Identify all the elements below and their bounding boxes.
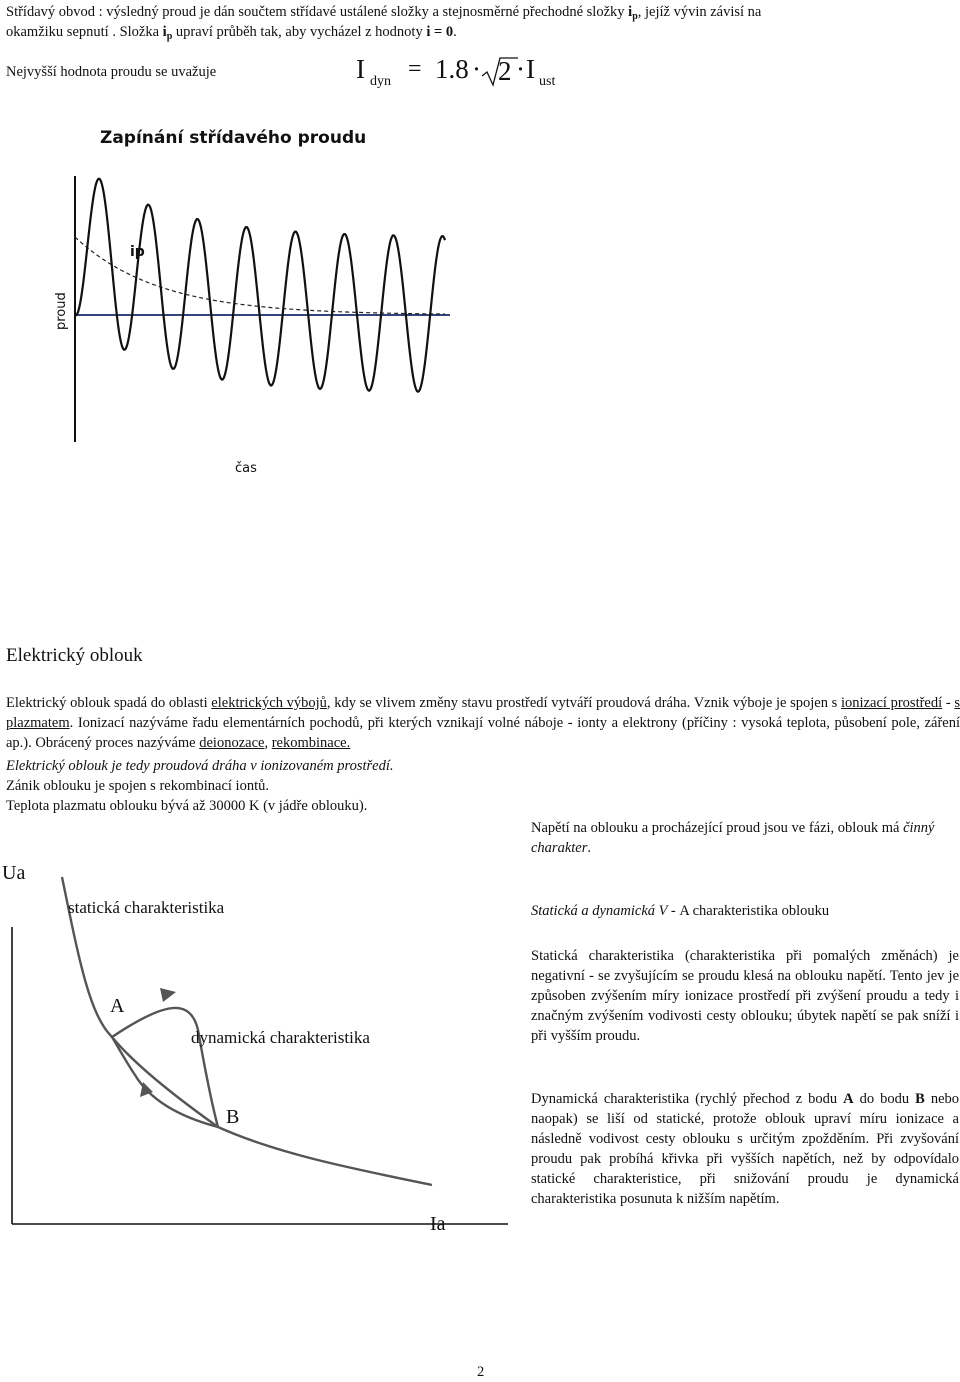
right-paragraph-1 [531, 818, 959, 858]
right-text: nebo naopak) se liší od statické, protože oblouk upraví míru ionizace a následně vodivost cesty oblouku s určitým zpožděním. Při zvyšování proudu pak probíhá křivka při vyšších napětích, než by odpovídalo statické charakteristice, při snižování proudu je dynamická charakteristika posunuta k nižším napětím. [531, 1091, 960, 1207]
fig1-plot [40, 160, 480, 490]
figure-caption [531, 901, 959, 921]
intro-text: , jejíž vývin závisí na [637, 4, 762, 20]
teplota-line: Teplota plazmatu oblouku bývá až 30000 K (v jádře oblouku). [6, 798, 368, 814]
dynamic-upper-branch [112, 1008, 218, 1127]
caption-text: A charakteristika oblouku [679, 903, 830, 919]
section-text: - [942, 695, 955, 711]
fig1-ylabel: proud [54, 292, 69, 330]
zanik-line: Zánik oblouku je spojen s rekombinací iontů. [6, 778, 269, 794]
formula-dot: · [472, 54, 481, 84]
formula-label: Nejvyšší hodnota proudu se uvažuje [6, 64, 217, 80]
fig1-current-wave [75, 179, 445, 392]
formula-I: I [526, 54, 535, 84]
ip-symbol: i [628, 4, 633, 20]
right-text: Dynamická charakteristika (rychlý přechod z bodu [531, 1091, 844, 1107]
fig1-xlabel: čas [235, 461, 257, 476]
point-a-label: A [110, 995, 125, 1017]
bold-point-b: B [915, 1091, 925, 1107]
i-equals-zero: i = 0 [426, 24, 454, 40]
static-label: statická charakteristika [68, 898, 225, 917]
formula-I: I [356, 54, 365, 84]
formula [356, 54, 576, 94]
section-text: , kdy se vlivem změny stavu prostředí vytváří proudová dráha. Vznik výboje je spojen s [326, 695, 842, 711]
ip-symbol: i [162, 24, 167, 40]
ip-subscript: p [166, 31, 173, 42]
formula-dyn: dyn [370, 74, 391, 89]
dynamic-label: dynamická charakteristika [191, 1028, 370, 1047]
italic-definition: Elektrický oblouk je tedy proudová dráha v ionizovaném prostředí. [6, 758, 394, 774]
fig2-xlabel: Ia [430, 1213, 446, 1235]
link-deionizace[interactable]: deionozace [199, 735, 265, 751]
section-text: Elektrický oblouk spadá do oblasti [6, 695, 212, 711]
bold-point-a: A [843, 1091, 854, 1107]
link-plazma[interactable]: s plazmatem [6, 695, 960, 731]
link-vyboje[interactable]: elektrických výbojů [211, 695, 327, 711]
point-b-label: B [226, 1106, 240, 1128]
link-ionizace[interactable]: ionizací prostředí [841, 695, 943, 711]
caption-italic: Statická a dynamická V - [531, 903, 680, 919]
italic-charakter: činný charakter [531, 820, 935, 856]
fig1-ip-label: ip [130, 244, 145, 260]
right-paragraph-2: Statická charakteristika (charakteristika při pomalých změnách) je negativní - se zvyšujícím se proudu klesá na oblouku napětí. Tento jev je způsoben zvýšením míry ionizace prostředí při zvýšení proudu a tedy i značným zvýšením vodivosti cesty oblouku; úbytek napětí se pak sníží i při vyšším proudu. [531, 948, 959, 1044]
section-paragraph [6, 693, 960, 753]
section-heading: Elektrický oblouk [6, 645, 143, 666]
intro-text: . [453, 24, 457, 40]
section-text: , [264, 735, 272, 751]
formula-eq: = [408, 56, 422, 82]
right-paragraph-3 [531, 1089, 959, 1209]
ip-subscript: p [632, 11, 638, 22]
page-number: 2 [477, 1364, 485, 1380]
intro-line-2 [6, 22, 956, 47]
formula-ust: ust [539, 74, 556, 89]
formula-dot: · [516, 54, 525, 84]
link-rekombinace[interactable]: rekombinace. [271, 735, 351, 751]
right-text: Napětí na oblouku a procházející proud jsou ve fázi, oblouk má [531, 820, 904, 836]
intro-text: upraví průběh tak, aby vycházel z hodnoty [172, 24, 427, 40]
intro-text: okamžiku sepnutí . Složka [6, 24, 163, 40]
formula-sqrt-arg: 2 [498, 56, 512, 86]
fig1-title: Zapínání střídavého proudu [100, 128, 367, 148]
arrow-up-icon [160, 988, 176, 1002]
right-text: do bodu [853, 1091, 916, 1107]
right-text: . [587, 840, 591, 856]
italic-line [6, 756, 394, 776]
section-text: . Ionizací nazýváme řadu elementárních pochodů, při kterých vznikají volné náboje - ionty a elektrony (příčiny : vysoká teplota, působení pole, záření ap.). Obrácený proces nazýváme [6, 715, 960, 751]
intro-text: Střídavý obvod : výsledný proud je dán součtem střídavé ustálené složky a stejnosměrné přechodné složky [6, 4, 629, 20]
formula-coef: 1.8 [435, 54, 469, 84]
fig2-ylabel: Ua [2, 862, 26, 884]
